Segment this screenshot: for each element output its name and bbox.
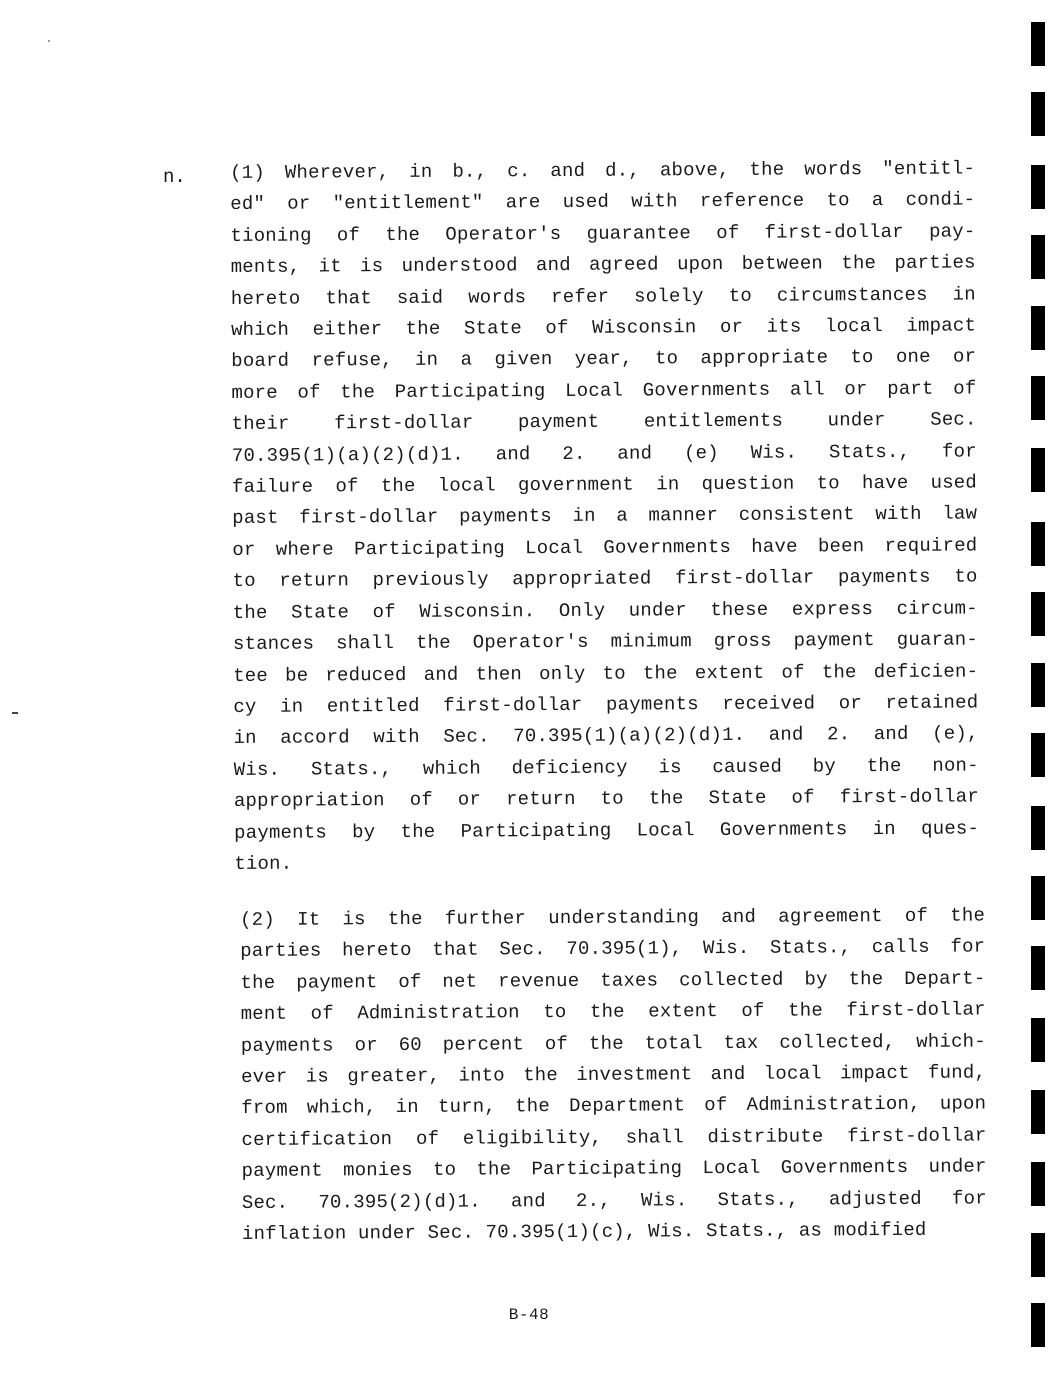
paragraph-line: the payment of net revenue taxes collected by the Depart- <box>240 967 986 994</box>
paragraph-line: inflation under Sec. 70.395(1)(c), Wis. Stats., as modified <box>241 1218 927 1246</box>
paragraph-line: ment of Administration to the extent of the first-dollar <box>240 998 986 1026</box>
item-marker: n. <box>163 166 186 188</box>
paragraph-2 <box>240 900 987 1250</box>
paragraph-line: failure of the local government in question to have used <box>231 471 978 499</box>
scan-edge-mark <box>1031 592 1045 636</box>
scan-edge-mark <box>1031 1233 1045 1277</box>
paragraph-line: tioning of the Operator's guarantee of first-dollar pay- <box>230 220 976 247</box>
paragraph-line: 70.395(1)(a)(2)(d)1. and 2. and (e) Wis. Stats., for <box>231 440 977 467</box>
paragraph-line: board refuse, in a given year, to appropriate to one or <box>231 345 977 373</box>
paragraph-line: Wis. Stats., which deficiency is caused by the non- <box>233 754 979 781</box>
paragraph-line: more of the Participating Local Governments all or part of <box>231 377 977 404</box>
paragraph-line: ever is greater, into the investment and local impact fund, <box>240 1061 987 1089</box>
paragraph-line: appropriation of or return to the State of first-dollar <box>233 785 979 813</box>
scan-edge-mark <box>1031 306 1045 350</box>
paragraph-line: past first-dollar payments in a manner consistent with law <box>232 502 978 530</box>
scan-edge-mark <box>1031 165 1045 209</box>
scan-edge-mark <box>1031 1162 1045 1206</box>
scan-edge-mark <box>1031 522 1045 566</box>
paragraph-line: or where Participating Local Governments have been required <box>232 534 978 561</box>
paragraph-line: certification of eligibility, shall distribute first-dollar <box>241 1124 987 1151</box>
scan-edge-mark <box>1031 1303 1045 1347</box>
paragraph-line: ed" or "entitlement" are used with reference to a condi- <box>230 188 976 216</box>
paragraph-1 <box>230 153 979 880</box>
paragraph-line: which either the State of Wisconsin or its local impact <box>230 314 977 342</box>
paragraph-line: payment monies to the Participating Local Governments under <box>241 1155 987 1183</box>
scan-speck <box>48 40 50 42</box>
page-number: B-48 <box>508 1306 550 1324</box>
paragraph-line: hereto that said words refer solely to circumstances in <box>230 283 976 310</box>
scan-speck <box>12 712 18 714</box>
paragraph-line: payments by the Participating Local Governments in ques- <box>234 816 980 844</box>
paragraph-line: tion. <box>234 852 293 875</box>
paragraph-line: payments or 60 percent of the total tax collected, which- <box>240 1030 986 1057</box>
paragraph-line: tee be reduced and then only to the extent of the deficien- <box>233 659 979 687</box>
paragraph-line: parties hereto that Sec. 70.395(1), Wis. Stats., calls for <box>240 935 986 963</box>
scan-edge-mark <box>1031 235 1045 279</box>
scan-edge-mark <box>1031 92 1045 136</box>
paragraph-line: the State of Wisconsin. Only under these express circum- <box>232 597 978 624</box>
paragraph-line: ments, it is understood and agreed upon between the parties <box>230 251 976 279</box>
paragraph-line: (1) Wherever, in b., c. and d., above, the words "entitl- <box>230 157 976 184</box>
paragraph-line: to return previously appropriated first-dollar payments to <box>232 565 978 593</box>
scan-edge-mark <box>1031 1018 1045 1062</box>
paragraph-line: from which, in turn, the Department of Administration, upon <box>241 1092 987 1120</box>
scan-edge-mark <box>1031 448 1045 492</box>
paragraph-line: in accord with Sec. 70.395(1)(a)(2)(d)1. and 2. and (e), <box>233 722 979 750</box>
paragraph-line: their first-dollar payment entitlements under Sec. <box>231 408 977 436</box>
paragraph-line: stances shall the Operator's minimum gross payment guaran- <box>232 628 979 656</box>
paragraph-line: (2) It is the further understanding and agreement of the <box>240 904 986 931</box>
paragraph-line: cy in entitled first-dollar payments received or retained <box>233 691 979 718</box>
scan-edge-mark <box>1031 376 1045 420</box>
paragraph-line: Sec. 70.395(2)(d)1. and 2., Wis. Stats., adjusted for <box>241 1187 987 1214</box>
scan-edge-mark <box>1031 1090 1045 1134</box>
scan-edge-mark <box>1031 946 1045 990</box>
scan-edge-mark <box>1031 663 1045 707</box>
scan-edge-mark <box>1031 22 1045 66</box>
scan-edge-mark <box>1031 876 1045 920</box>
scan-edge-mark <box>1031 733 1045 777</box>
scan-edge-mark <box>1031 806 1045 850</box>
